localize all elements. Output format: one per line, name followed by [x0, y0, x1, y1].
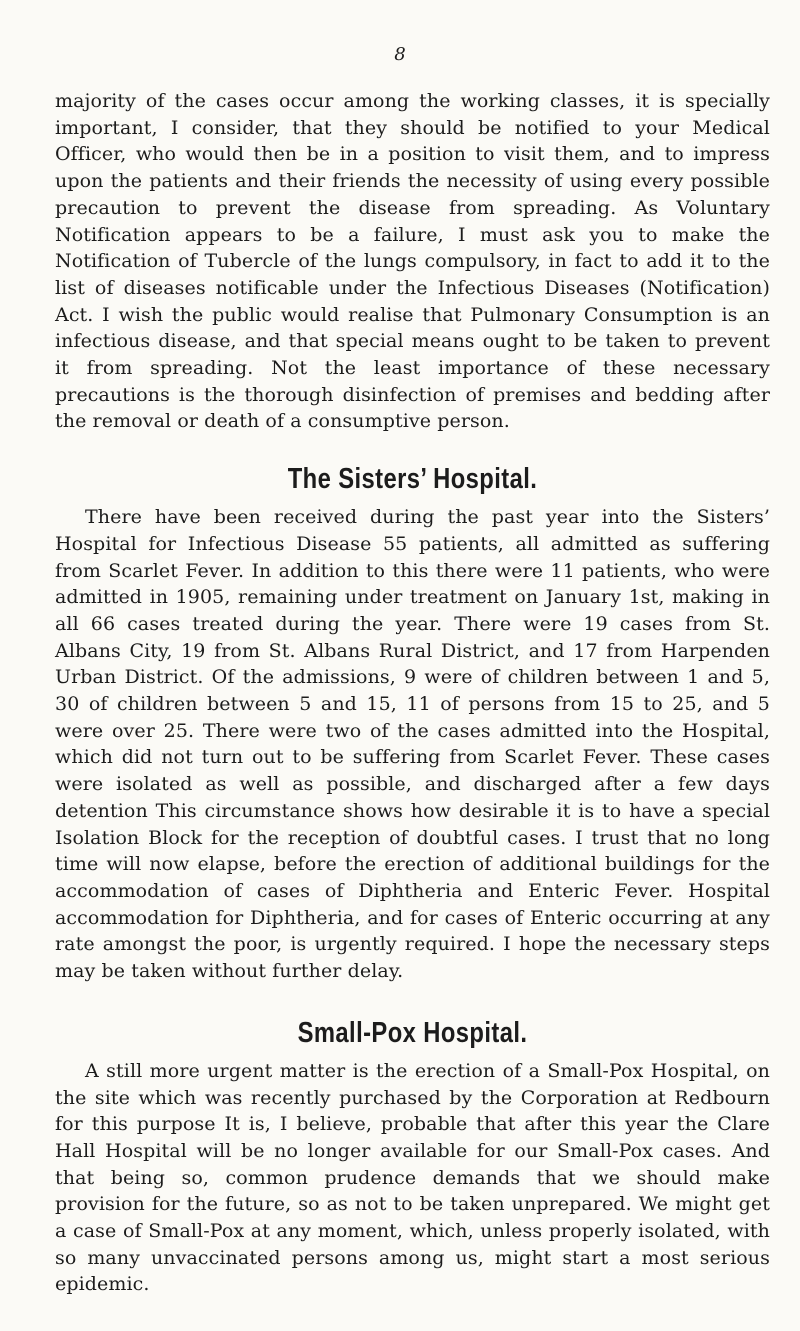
- document-body: [55, 88, 770, 1298]
- sisters-hospital-heading: The Sisters’ Hospital.: [287, 463, 538, 496]
- sisters-hospital-paragraph: There have been received during the past year into the Sisters’ Hospital for Infectious Disease 55 patients, all admitted as suffering from Scarlet Fever. In addition to this there were 11 patients, who were admitted in 1905, remaining under treatment on January 1st, making in all 66 cases treated during the year. There were 19 cases from St. Albans City, 19 from St. Albans Rural District, and 17 from Harpenden Urban District. Of the admissions, 9 were of children between 1 and 5, 30 of children between 5 and 15, 11 of persons from 15 to 25, and 5 were over 25. There were two of the cases admitted into the Hospital, which did not turn out to be suffering from Scarlet Fever. These cases were isolated as well as possible, and discharged after a few days detention This circumstance shows how desirable it is to have a special Isolation Block for the reception of doubtful cases. I trust that no long time will now elapse, before the erection of additional buildings for the accommodation of cases of Diphtheria and Enteric Fever. Hospital accommodation for Diphtheria, and for cases of Enteric occurring at any rate amongst the poor, is urgently required. I hope the necessary steps may be taken without further delay.: [55, 506, 770, 983]
- opening-paragraph: majority of the cases occur among the working classes, it is specially important, I consider, that they should be notified to your Medical Officer, who would then be in a position to visit them, and to impress upon the patients and their friends the necessity of using every possible precaution to prevent the disease from spreading. As Voluntary Notification appears to be a failure, I must ask you to make the Notification of Tubercle of the lungs compulsory, in fact to add it to the list of diseases notificable under the Infectious Diseases (Notification) Act. I wish the public would realise that Pulmonary Consumption is an infectious disease, and that special means ought to be taken to prevent it from spreading. Not the least importance of these necessary precautions is the thorough disinfection of premises and bedding after the removal or death of a consumptive person.: [55, 90, 770, 433]
- page-number: 8: [394, 44, 406, 65]
- small-pox-hospital-paragraph: A still more urgent matter is the erection of a Small-Pox Hospital, on the site which was recently purchased by the Corporation at Redbourn for this purpose It is, I believe, probable that after this year the Clare Hall Hospital will be no longer available for our Small-Pox cases. And that being so, common prudence demands that we should make provision for the future, so as not to be taken unprepared. We might get a case of Small-Pox at any moment, which, unless properly isolated, with so many unvaccinated persons among us, might start a most serious epidemic.: [55, 1059, 770, 1296]
- small-pox-hospital-heading: Small-Pox Hospital.: [297, 1016, 528, 1049]
